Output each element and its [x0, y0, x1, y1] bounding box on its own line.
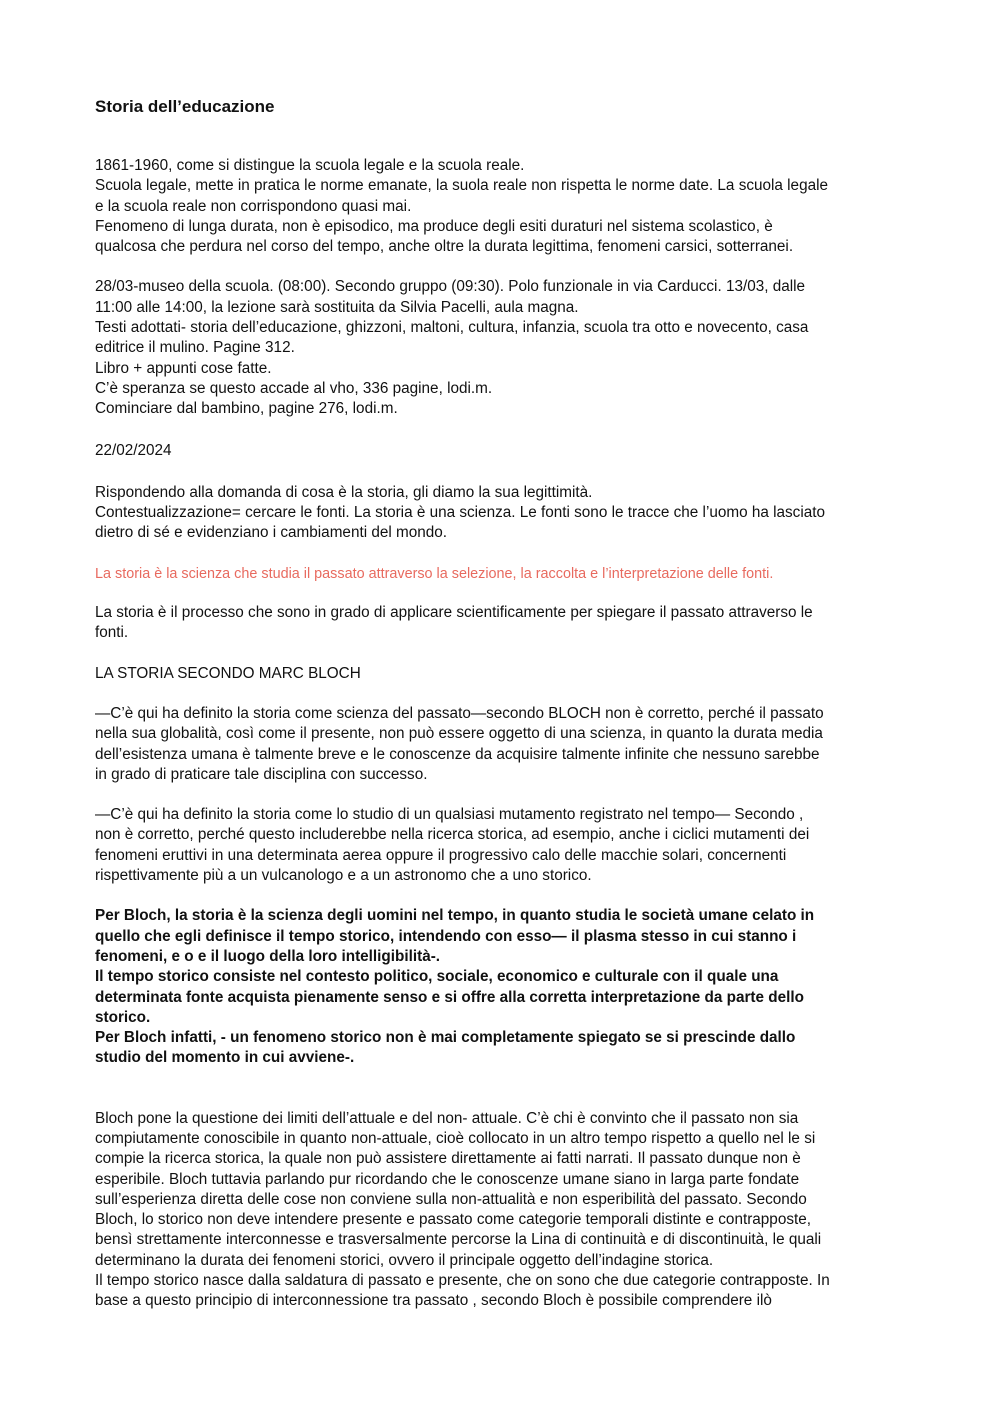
text-line: Contestualizzazione= cercare le fonti. La storia è una scienza. Le fonti sono le tracce che l’uomo ha lasciato: [95, 504, 825, 522]
text-line: Cominciare dal bambino, pagine 276, lodi.m.: [95, 400, 398, 418]
text-line: fonti.: [95, 624, 129, 642]
text-line: sull’esperienza diretta delle cose non conviene sulla non-attualità e non esperibilità del passato. Secondo: [95, 1190, 807, 1208]
text-line: storico.: [95, 1008, 151, 1026]
text-line: in grado di praticare tale disciplina con successo.: [95, 765, 428, 783]
text-line: Fenomeno di lunga durata, non è episodico, ma produce degli esiti duraturi nel sistema scolastico, è: [95, 217, 773, 235]
text-line: dietro di sé e evidenziano i cambiamenti del mondo.: [95, 524, 448, 542]
text-line: rispettivamente più a un vulcanologo e a un astronomo che a uno storico.: [95, 867, 592, 885]
text-line: —C’è qui ha definito la storia come lo studio di un qualsiasi mutamento registrato nel tempo— Secondo ,: [95, 806, 804, 824]
text-line: bensì strettamente interconnesse e trasversalmente percorse la Lina di continuità e di discontinuità, le quali: [95, 1231, 822, 1249]
text-line: compie la ricerca storica, la quale non può assistere direttamente ai fatti narrati. Il passato dunque non è: [95, 1150, 801, 1168]
section-heading-bloch: LA STORIA SECONDO MARC BLOCH: [95, 664, 361, 682]
text-line: dell’esistenza umana è talmente breve e le conoscenze da acquisire talmente infinite che nessuno sarebbe: [95, 745, 820, 763]
text-line: Rispondendo alla domanda di cosa è la storia, gli diamo la sua legittimità.: [95, 483, 593, 501]
text-line: Per Bloch, la storia è la scienza degli uomini nel tempo, in quanto studia le società umane celato in: [95, 907, 815, 925]
text-line: compiutamente conoscibile in quanto non-attuale, cioè collocato in un altro tempo rispetto a quello nel le si: [95, 1129, 816, 1147]
paragraph-scuola-legale: [95, 156, 906, 257]
text-line: studio del momento in cui avviene-.: [95, 1049, 355, 1067]
text-line: non è corretto, perché questo includerebbe nella ricerca storica, ad esempio, anche i ciclici mutamenti dei: [95, 826, 810, 844]
text-line: esperibile. Bloch tuttavia parlando pur ricordando che le conoscenze umane siano in larga parte fondate: [95, 1170, 800, 1188]
text-line: determinata fonte acquista pienamente senso e si offre alla corretta interpretazione da parte dello: [95, 988, 804, 1006]
lecture-date: 22/02/2024: [95, 441, 172, 459]
text-line: Per Bloch infatti, - un fenomeno storico non è mai completamente spiegato se si prescinde dallo: [95, 1029, 796, 1047]
text-line: Bloch pone la questione dei limiti dell’attuale e del non- attuale. C’è chi è convinto che il passato non sia: [95, 1109, 799, 1127]
text-line: Testi adottati- storia dell’educazione, ghizzoni, maltoni, cultura, infanzia, scuola tra otto e novecento, casa: [95, 319, 809, 337]
paragraph-tempo-storico: [95, 906, 906, 1068]
paragraph-processo: [95, 603, 906, 644]
text-line: fenomeni eruttivi in una determinata aerea oppure il progressivo calo delle macchie solari, concernenti: [95, 846, 787, 864]
paragraph-scienza-passato: [95, 704, 906, 785]
text-line: determinano la durata dei fenomeni storici, ovvero il principale oggetto dell’indagine storica.: [95, 1251, 714, 1269]
highlighted-definition: La storia è la scienza che studia il passato attraverso la selezione, la raccolta e l’interpretazione delle fonti.: [95, 565, 774, 582]
text-line: 28/03-museo della scuola. (08:00). Secondo gruppo (09:30). Polo funzionale in via Carducci. 13/03, dalle: [95, 278, 806, 296]
document-title: Storia dell’educazione: [95, 97, 275, 116]
paragraph-attuale: [95, 1109, 906, 1312]
text-line: Libro + appunti cose fatte.: [95, 359, 272, 377]
paragraph-info-corso: [95, 277, 906, 419]
text-line: 1861-1960, come si distingue la scuola legale e la scuola reale.: [95, 157, 525, 174]
text-line: quello che egli definisce il tempo storico, intendendo con esso— il plasma stesso in cui stanno i: [95, 927, 797, 945]
text-line: base a questo principio di interconnessione tra passato , secondo Bloch è possibile comprendere ilò: [95, 1292, 772, 1310]
text-line: Il tempo storico consiste nel contesto politico, sociale, economico e culturale con il quale una: [95, 968, 779, 986]
text-line: Il tempo storico nasce dalla saldatura di passato e presente, che on sono che due categorie contrapposte. In: [95, 1272, 830, 1290]
text-line: qualcosa che perdura nel corso del tempo, anche oltre la durata legittima, fenomeni carsici, sotterranei.: [95, 238, 794, 256]
text-line: —C’è qui ha definito la storia come scienza del passato—secondo BLOCH non è corretto, perché il passato: [95, 704, 824, 722]
text-line: Bloch, lo storico non deve intendere presente e passato come categorie temporali distinte e contrapposte,: [95, 1211, 811, 1229]
text-line: 11:00 alle 14:00, la lezione sarà sostituita da Silvia Pacelli, aula magna.: [95, 298, 579, 316]
paragraph-mutamento: [95, 805, 906, 886]
text-line: Scuola legale, mette in pratica le norme emanate, la suola reale non rispetta le norme date. La scuola legale: [95, 177, 828, 195]
text-line: e la scuola reale non corrispondono quasi mai.: [95, 197, 412, 215]
text-line: C’è speranza se questo accade al vho, 336 pagine, lodi.m.: [95, 379, 493, 397]
text-line: editrice il mulino. Pagine 312.: [95, 339, 295, 357]
paragraph-legittimita: [95, 483, 906, 544]
text-line: nella sua globalità, così come il presente, non può essere oggetto di una scienza, in quanto la durata media: [95, 725, 823, 743]
text-line: La storia è il processo che sono in grado di applicare scientificamente per spiegare il passato attraverso le: [95, 604, 813, 622]
text-line: fenomeni, e o e il luogo della loro intelligibilità-.: [95, 947, 441, 965]
